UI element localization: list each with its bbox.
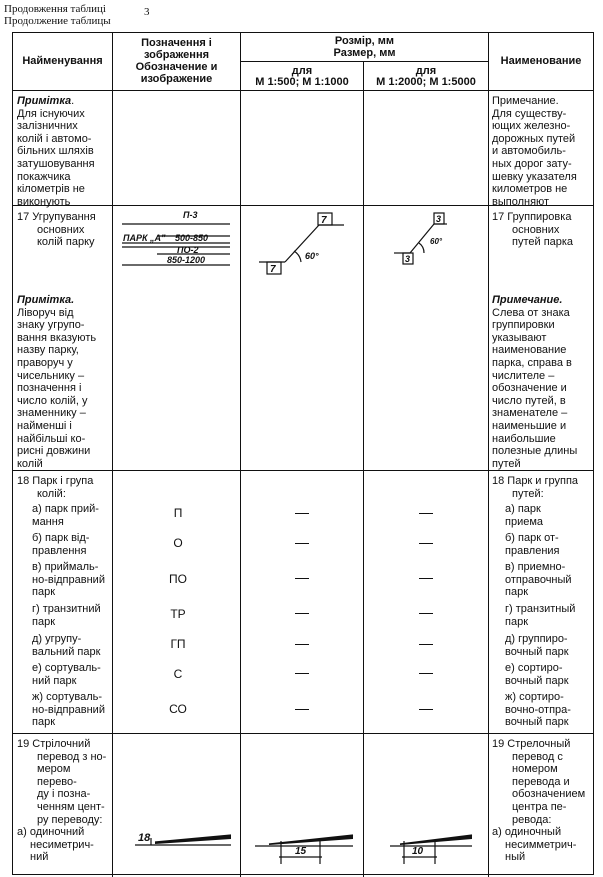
size-dash-2 bbox=[419, 709, 433, 710]
header-size-uk: Розмір, мм bbox=[334, 35, 395, 47]
note-ru-line: ных дорог зату- bbox=[492, 157, 572, 170]
row17-note-ru-line: полезные длины bbox=[492, 445, 578, 458]
size-dash-2 bbox=[419, 513, 433, 514]
row18-item-uk-line: д) угрупу- bbox=[32, 633, 82, 645]
row17-note-uk-line: число колій, у bbox=[17, 394, 88, 407]
row17-note-uk-line: Ліворуч від bbox=[17, 306, 74, 319]
note-uk-line: виконують bbox=[17, 195, 71, 208]
row18-item-uk-line: ний парк bbox=[32, 674, 77, 687]
symbol-tr: ТР bbox=[170, 607, 186, 621]
size-dash-2 bbox=[419, 613, 433, 614]
row18-item-uk-line: в) приймаль- bbox=[32, 561, 99, 573]
row18-item-uk bbox=[32, 691, 112, 729]
size-dash-2 bbox=[419, 543, 433, 544]
header-name-uk: Найменування bbox=[22, 55, 103, 67]
row18-item-ru bbox=[505, 532, 592, 557]
header-designation-line: Обозначение и bbox=[135, 61, 218, 73]
row19-name-uk-line: перевод з но- bbox=[37, 750, 107, 763]
row17-note-ru-line: путей bbox=[492, 457, 521, 470]
row17-note-ru-line: числителе – bbox=[492, 369, 555, 382]
row18-item-ru-line: а) парк bbox=[505, 503, 541, 515]
row18-item-ru bbox=[505, 662, 592, 687]
row18-head-uk bbox=[17, 475, 112, 500]
row18-item-ru-line: парк bbox=[505, 586, 529, 599]
row17-note-uk-title: Примітка bbox=[17, 294, 72, 306]
row18-item-ru-line: правления bbox=[505, 544, 560, 557]
note-ru-line: Примечание. bbox=[492, 95, 559, 107]
row17-note-uk-line: колій bbox=[17, 457, 43, 470]
row18-item-uk bbox=[32, 561, 112, 599]
header-designation-line: Позначення і bbox=[141, 37, 212, 49]
row17-note-uk-line: назву парку, bbox=[17, 344, 79, 357]
size-dash-1 bbox=[295, 673, 309, 674]
s2-bottom: 3 bbox=[405, 254, 411, 264]
row18-item-uk bbox=[32, 633, 112, 658]
row17-note-uk-line: знаменнику – bbox=[17, 407, 86, 420]
row17-note-ru-line: обозначение и bbox=[492, 382, 567, 395]
s1-top: 7 bbox=[321, 215, 327, 226]
row18-item-uk-line: правлення bbox=[32, 544, 87, 557]
row18-item-ru-line: приема bbox=[505, 515, 544, 528]
note-uk-title: Примітка bbox=[17, 95, 72, 107]
note-uk-line: більних шляхів bbox=[17, 145, 94, 158]
header-size bbox=[241, 35, 488, 59]
row17-name-uk-line: 17 Угрупування bbox=[17, 211, 96, 223]
row18-item-ru-line: вочный парк bbox=[505, 674, 569, 687]
row18-item-ru-line: в) приемно- bbox=[505, 561, 566, 573]
row17-note-ru-line: наименьшие и bbox=[492, 419, 567, 432]
symbol-o: О bbox=[173, 536, 183, 550]
row18-item-uk-line: а) парк прий- bbox=[32, 503, 99, 515]
symbol-s: С bbox=[173, 667, 183, 681]
row19-sub-uk-line: несиметрич- bbox=[30, 838, 94, 851]
symbol-gp: ГП bbox=[170, 637, 186, 651]
row17-lower-den: 850-1200 bbox=[167, 255, 206, 265]
row18-item-uk bbox=[32, 662, 112, 687]
s1-bottom: 7 bbox=[270, 264, 276, 275]
row17-note-uk-line: вання вказують bbox=[17, 331, 97, 344]
row19-name-uk-line: ченням цент- bbox=[37, 800, 105, 813]
note-ru-line: Для существу- bbox=[492, 107, 567, 120]
park-grouping-symbol bbox=[113, 207, 240, 271]
row18-item-uk-line: парк bbox=[32, 615, 56, 628]
row17-note-uk-line: знаку угрупо- bbox=[17, 319, 85, 332]
row19-name-ru-line: перевод с bbox=[512, 750, 563, 763]
row17-upper-den: 500-850 bbox=[175, 233, 209, 243]
note-uk: Примітка. Для існуючих залізничних колій і автомо- більних шляхів затушовування покажчика кілометрів не виконують bbox=[17, 95, 112, 208]
header-scale-2-for: для bbox=[415, 65, 437, 77]
note-uk-line: залізничних bbox=[17, 120, 78, 133]
note-uk-line: затушовування bbox=[17, 157, 95, 170]
row17-name-ru bbox=[492, 211, 592, 249]
row19-name-ru-line: центра пе- bbox=[512, 800, 567, 813]
size-dash-1 bbox=[295, 709, 309, 710]
grouping-size-drawing-2 bbox=[364, 207, 488, 282]
header-designation-line: зображення bbox=[143, 49, 210, 61]
row18-item-ru bbox=[505, 603, 592, 628]
row17-note-ru-line: парка, справа в bbox=[492, 356, 572, 369]
header-uk: Продовження таблиці bbox=[4, 3, 106, 15]
row18-item-uk-line: парк bbox=[32, 716, 56, 729]
row18-item-ru-line: вочный парк bbox=[505, 716, 569, 729]
row19-sub-uk-line: ний bbox=[30, 851, 49, 864]
row18-item-uk-line: мання bbox=[32, 515, 64, 528]
row19-name-uk-line: мером перево- bbox=[37, 763, 77, 788]
row17-name-ru-line: основних bbox=[512, 223, 560, 236]
note-uk-line: колій і автомо- bbox=[17, 132, 92, 145]
row18-item-uk-line: ж) сортуваль- bbox=[32, 691, 103, 703]
row18-item-uk-line: б) парк від- bbox=[32, 532, 90, 544]
row18-item-uk-line: г) транзитний bbox=[32, 603, 101, 615]
row18-item-ru-line: д) группиро- bbox=[505, 633, 568, 645]
row18-item-uk-line: парк bbox=[32, 586, 56, 599]
row17-note-uk-line: чисельнику – bbox=[17, 369, 85, 382]
row17-name-ru-line: путей парка bbox=[512, 236, 574, 249]
row19-name-uk bbox=[17, 738, 112, 826]
size-dash-1 bbox=[295, 513, 309, 514]
switch-size-drawing-2 bbox=[364, 822, 488, 867]
row19-name-ru-line: 19 Стрелочный bbox=[492, 738, 571, 750]
row17-note-uk-line: найменші і bbox=[17, 419, 72, 432]
row17-note-ru-line: знаменателе – bbox=[492, 407, 568, 420]
row17-note-ru-line: наибольшие bbox=[492, 432, 556, 445]
size-dash-1 bbox=[295, 613, 309, 614]
row17-note-ru-line: указывают bbox=[492, 331, 547, 344]
row19-sub-ru-line: ный bbox=[505, 851, 526, 864]
row17-name-uk-line: основних bbox=[37, 223, 85, 236]
row17-name-ru-line: 17 Группировка bbox=[492, 211, 572, 223]
row17-name-uk-line: колій парку bbox=[37, 236, 95, 249]
row18-item-ru-line: г) транзитный bbox=[505, 603, 576, 615]
s2-top: 3 bbox=[436, 214, 442, 224]
row17-upper-num: П-3 bbox=[183, 210, 198, 220]
grouping-size-drawing-1 bbox=[241, 207, 364, 282]
size-dash-1 bbox=[295, 543, 309, 544]
row18-head-ru-line: 18 Парк и группа bbox=[492, 475, 579, 487]
row18-item-ru bbox=[505, 691, 592, 729]
row17-note-uk-line: найбільші ко- bbox=[17, 432, 86, 445]
row18-item-uk-line: е) сортуваль- bbox=[32, 662, 101, 674]
row18-item-ru-line: б) парк от- bbox=[505, 532, 559, 544]
size-dash-1 bbox=[295, 578, 309, 579]
row18-item-ru-line: вочно-отпра- bbox=[505, 703, 571, 716]
header-scale-1-for: для bbox=[291, 65, 313, 77]
header-scale-1-values: М 1:500; М 1:1000 bbox=[255, 76, 349, 88]
page-number: 3 bbox=[144, 6, 150, 18]
row17-note-uk-line: позначення і bbox=[17, 382, 82, 395]
size-dash-2 bbox=[419, 578, 433, 579]
row18-head-ru bbox=[492, 475, 592, 500]
row17-note-uk-line: праворуч у bbox=[17, 356, 73, 369]
row18-head-uk-line: колій: bbox=[37, 487, 66, 500]
note-ru-line: шевку указателя bbox=[492, 170, 577, 183]
row18-item-ru-line: е) сортиро- bbox=[505, 662, 563, 674]
row18-item-uk-line: вальний парк bbox=[32, 645, 101, 658]
header-size-ru: Размер, мм bbox=[333, 47, 396, 59]
switch-dim-2: 10 bbox=[412, 846, 424, 857]
row19-sub-ru-line: несимметрич- bbox=[505, 838, 577, 851]
row18-item-uk bbox=[32, 603, 112, 628]
note-ru-line: и автомобиль- bbox=[492, 145, 566, 158]
symbol-po: ПО bbox=[169, 572, 187, 586]
header-scale-2-values: М 1:2000; М 1:5000 bbox=[376, 76, 476, 88]
row18-item-ru bbox=[505, 561, 592, 599]
switch-dim-1: 15 bbox=[295, 846, 307, 857]
header-ru: Продолжение таблицы bbox=[4, 15, 111, 27]
header-scale-2 bbox=[364, 66, 488, 88]
header-designation bbox=[113, 37, 240, 85]
row17-name-uk bbox=[17, 211, 112, 249]
size-dash-2 bbox=[419, 644, 433, 645]
header-scale-1 bbox=[241, 66, 363, 88]
note-ru bbox=[492, 95, 592, 208]
row18-head-ru-line: путей: bbox=[512, 487, 544, 500]
note-uk-line: Для існуючих bbox=[17, 107, 85, 120]
size-dash-2 bbox=[419, 673, 433, 674]
row19-sub-ru-line: а) одиночный bbox=[492, 826, 562, 838]
row18-item-ru-line: ж) сортиро- bbox=[505, 691, 564, 703]
row18-item-uk-line: но-відправний bbox=[32, 573, 105, 586]
row19-name-ru-line: ревода: bbox=[512, 813, 552, 826]
row18-item-uk bbox=[32, 532, 112, 557]
row19-name-ru-line: перевода и bbox=[512, 775, 570, 788]
s2-angle: 60° bbox=[430, 237, 443, 246]
switch-number: 18 bbox=[138, 832, 151, 844]
symbol-so: СО bbox=[169, 702, 187, 716]
row19-name-uk-line: ру переводу: bbox=[37, 813, 103, 826]
row19-sub-uk bbox=[17, 826, 112, 864]
row18-head-uk-line: 18 Парк і група bbox=[17, 475, 94, 487]
note-ru-line: выполняют bbox=[492, 195, 550, 208]
row17-note-ru: Примечание. Слева от знака группировки указывают наименование парка, справа в числителе – обозначение и число путей, в знаменателе – наименьшие и наибольшие полезные длины путей bbox=[492, 294, 592, 470]
row19-sub-uk-line: а) одиночний bbox=[17, 826, 85, 838]
header-name-ru: Наименование bbox=[500, 55, 582, 67]
row17-lower-num: ПО-2 bbox=[177, 245, 199, 255]
size-dash-1 bbox=[295, 644, 309, 645]
row17-note-uk: Примітка. Ліворуч від знаку угрупо- вання вказують назву парку, праворуч у чисельнику – позначення і число колій, у знаменнику – найменші і найбільші ко- рисні довжини колій bbox=[17, 294, 112, 470]
note-ru-line: ющих железно- bbox=[492, 120, 571, 133]
row17-note-uk-line: рисні довжини bbox=[17, 445, 91, 458]
row17-note-ru-line: Слева от знака bbox=[492, 306, 570, 319]
switch-symbol bbox=[113, 822, 240, 862]
row18-item-uk-line: но-відправний bbox=[32, 703, 105, 716]
header-designation-line: изображение bbox=[140, 73, 213, 85]
row17-note-ru-line: наименование bbox=[492, 344, 567, 357]
row18-item-uk bbox=[32, 503, 112, 528]
row17-note-ru-line: число путей, в bbox=[492, 394, 566, 407]
row19-sub-ru bbox=[492, 826, 592, 864]
row17-park-label: ПАРК „А” bbox=[123, 233, 166, 243]
note-uk-line: кілометрів не bbox=[17, 183, 85, 196]
row19-name-uk-line: ду і позна- bbox=[37, 788, 91, 801]
switch-size-drawing-1 bbox=[241, 822, 364, 867]
row19-name-uk-line: 19 Стрілочний bbox=[17, 738, 91, 750]
row18-item-ru-line: парк bbox=[505, 615, 529, 628]
row19-name-ru-line: номером bbox=[512, 763, 558, 776]
row17-note-ru-line: группировки bbox=[492, 319, 555, 332]
row17-note-ru-title: Примечание bbox=[492, 294, 560, 306]
note-uk-line: покажчика bbox=[17, 170, 71, 183]
row18-item-ru bbox=[505, 633, 592, 658]
row18-item-ru-line: отправочный bbox=[505, 573, 572, 586]
symbol-p: П bbox=[173, 506, 183, 520]
note-ru-line: километров не bbox=[492, 183, 568, 196]
row18-item-ru bbox=[505, 503, 592, 528]
note-ru-line: дорожных путей bbox=[492, 132, 576, 145]
s1-angle: 60° bbox=[305, 251, 319, 261]
row19-name-ru-line: обозначением bbox=[512, 788, 586, 801]
row19-name-ru bbox=[492, 738, 592, 826]
row18-item-ru-line: вочный парк bbox=[505, 645, 569, 658]
